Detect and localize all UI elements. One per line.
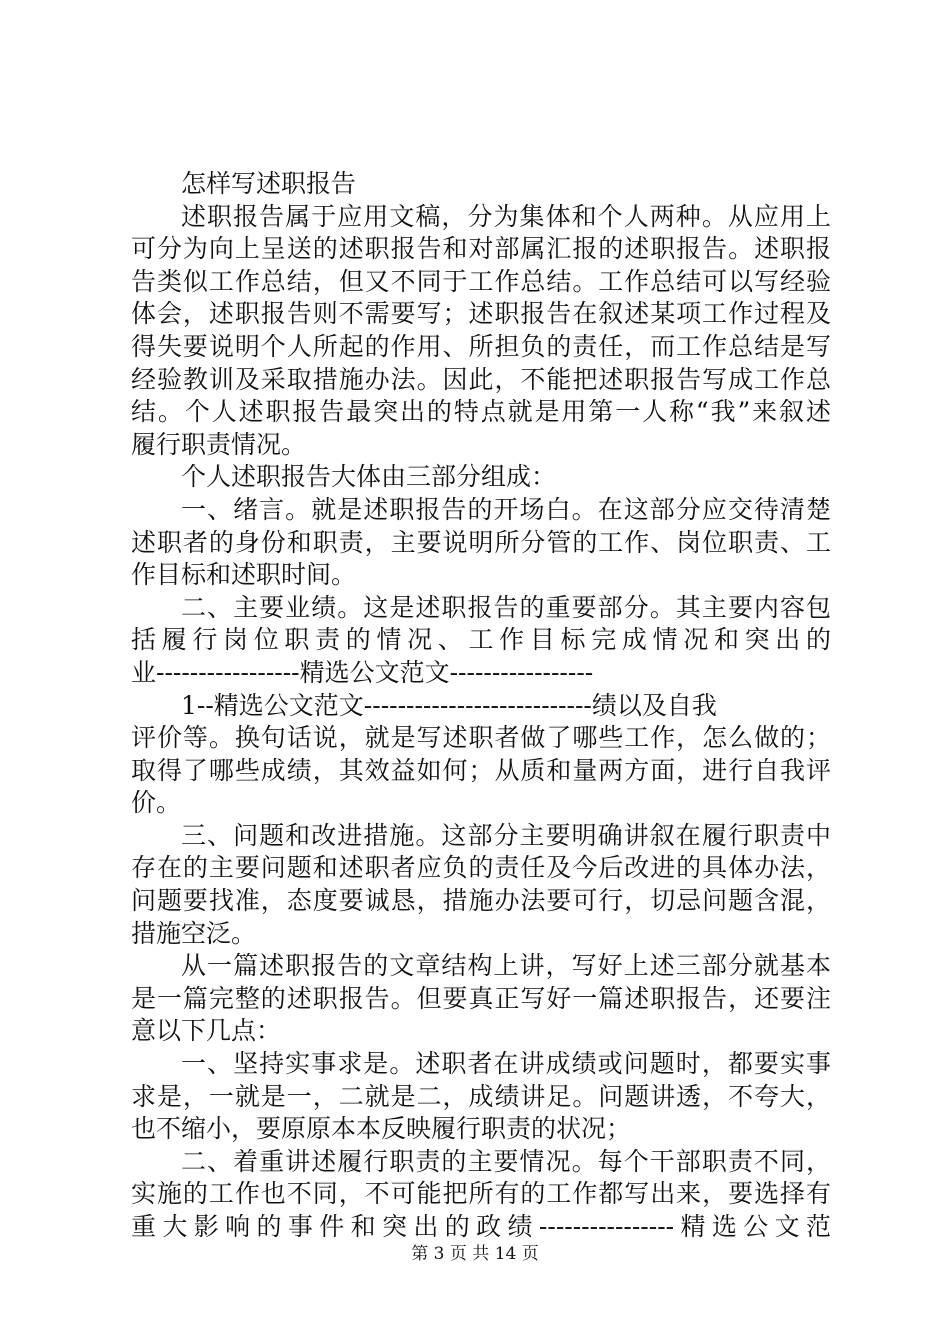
text-line: 一、绪言。就是述职报告的开场白。在这部分应交待清楚 [181, 494, 831, 524]
text-line: 评价等。换句话说，就是写述职者做了哪些工作，怎么做的； [131, 723, 831, 753]
text-line: 价。 [131, 788, 182, 818]
text-line: 述职者的身份和职责，主要说明所分管的工作、岗位职责、工 [131, 527, 831, 557]
text-line: 告类似工作总结，但又不同于工作总结。工作总结可以写经验 [131, 266, 831, 296]
text-line: 是一篇完整的述职报告。但要真正写好一篇述职报告，还要注 [131, 983, 831, 1013]
text-line: 一、坚持实事求是。述职者在讲成绩或问题时，都要实事 [181, 1049, 831, 1079]
text-line: 怎样写述职报告 [181, 169, 357, 198]
text-line: 措施空泛。 [131, 918, 257, 948]
text-line: 履行职责情况。 [131, 429, 307, 459]
text-line: 三、问题和改进措施。这部分主要明确讲叙在履行职责中 [181, 820, 831, 850]
text-line: 括履行岗位职责的情况、工作目标完成情况和突出的 [131, 625, 831, 655]
text-line: 可分为向上呈送的述职报告和对部属汇报的述职报告。述职报 [131, 234, 831, 264]
text-line: 得失要说明个人所起的作用、所担负的责任，而工作总结是写 [131, 331, 831, 361]
text-line: 从一篇述职报告的文章结构上讲，写好上述三部分就基本 [181, 951, 831, 981]
text-line: 意以下几点： [131, 1016, 282, 1046]
text-line: 结。个人述职报告最突出的特点就是用第一人称“我”来叙述 [131, 397, 831, 427]
text-line: 经验教训及采取措施办法。因此，不能把述职报告写成工作总 [131, 364, 831, 394]
text-line: 问题要找准，态度要诚恳，措施办法要可行，切忌问题含混， [131, 886, 831, 916]
page-number-footer: 第 3 页 共 14 页 [411, 1244, 539, 1264]
text-line: 二、着重讲述履行职责的主要情况。每个干部职责不同， [181, 1146, 831, 1176]
text-line: 存在的主要问题和述职者应负的责任及今后改进的具体办法， [131, 853, 831, 883]
text-line: 作目标和述职时间。 [131, 560, 357, 590]
text-line: 业-----------------精选公文范文----------------- [131, 657, 594, 687]
text-line: 重大影响的事件和突出的政绩----------------精选公文范 [131, 1212, 831, 1241]
text-line: 也不缩小，要原原本本反映履行职责的状况； [131, 1114, 632, 1144]
text-line: 体会，述职报告则不需要写；述职报告在叙述某项工作过程及 [131, 299, 831, 329]
text-line: 实施的工作也不同，不可能把所有的工作都写出来，要选择有 [131, 1179, 831, 1209]
text-line: 述职报告属于应用文稿，分为集体和个人两种。从应用上 [181, 201, 831, 231]
text-line: 取得了哪些成绩，其效益如何；从质和量两方面，进行自我评 [131, 755, 831, 785]
text-line: 二、主要业绩。这是述职报告的重要部分。其主要内容包 [181, 592, 831, 622]
text-line: 1--精选公文范文---------------------------绩以及自我 [181, 690, 717, 720]
text-line: 个人述职报告大体由三部分组成： [181, 462, 557, 492]
text-line: 求是，一就是一，二就是二，成绩讲足。问题讲透，不夸大， [131, 1081, 831, 1111]
document-body [131, 168, 831, 1244]
